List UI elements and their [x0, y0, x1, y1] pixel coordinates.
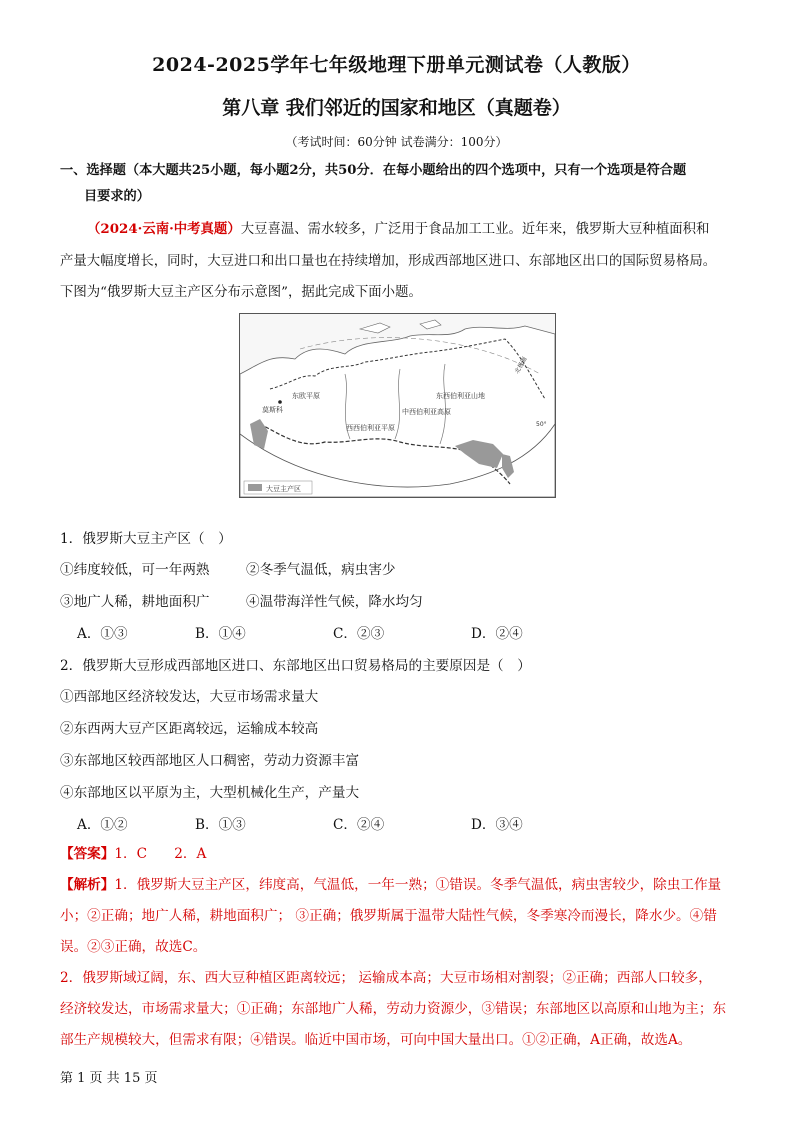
- label-central-siberian-plateau: 中西伯利亚高原: [402, 408, 451, 416]
- exam-title: 2024-2025学年七年级地理下册单元测试卷（人教版）: [152, 54, 641, 76]
- legend-swatch: [248, 484, 262, 491]
- answer-tag: 【答案】: [60, 846, 115, 862]
- q1-statement-3: ③地广人稀，耕地面积广: [60, 594, 210, 610]
- label-east-europe-plain: 东欧平原: [292, 392, 320, 400]
- answer-text: 1．C 2．A: [114, 846, 207, 862]
- label-moscow: 莫斯科: [262, 406, 283, 414]
- q1-statement-4: ④温带海洋性气候，降水均匀: [246, 594, 423, 610]
- section-heading: [60, 158, 750, 210]
- q1-statements-row2: [60, 590, 423, 610]
- intro-line2: 产量大幅度增长，同时，大豆进口和出口量也在持续增加，形成西部地区进口、东部地区出口的国际贸易格局。: [60, 253, 717, 269]
- q1-statement-1: ①纬度较低，可一年两熟: [60, 562, 210, 578]
- section-heading-line2: 目要求的）: [84, 189, 150, 204]
- moscow-marker: [278, 400, 282, 404]
- analysis-tag: 【解析】: [60, 877, 115, 893]
- section-heading-line1: 一、选择题（本大题共25小题，每小题2分，共50分．在每小题给出的四个选项中，只有一个选项是符合题: [60, 163, 687, 178]
- analysis-p1-line3: 误。②③正确，故选C。: [60, 939, 207, 955]
- analysis-p2-line2: 经济较发达，市场需求量大；①正确；东部地广人稀，劳动力资源少，③错误；东部地区以高原和山地为主；东: [60, 1001, 727, 1017]
- analysis-p1-line2: 小；②正确；地广人稀，耕地面积广； ③正确；俄罗斯属于温带大陆性气候，冬季寒冷而漫长，降水少。④错: [60, 908, 717, 924]
- q1-statements-row1: [60, 558, 396, 578]
- q1-statement-2: ②冬季气温低，病虫害少: [246, 562, 396, 578]
- legend-label: 大豆主产区: [266, 485, 301, 493]
- q1-option-c[interactable]: C．②③: [333, 626, 385, 642]
- q1-option-a[interactable]: A．①③: [77, 626, 128, 642]
- q1-option-d[interactable]: D．②④: [471, 626, 523, 642]
- intro-line1: [60, 214, 742, 246]
- q2-option-b[interactable]: B．①③: [195, 817, 246, 833]
- q2-statement-2: ②东西两大豆产区距离较远，运输成本较高: [60, 721, 319, 737]
- label-latitude: 50°: [536, 421, 547, 428]
- q2-statement-4: ④东部地区以平原为主，大型机械化生产，产量大: [60, 785, 360, 801]
- q2-option-c[interactable]: C．②④: [333, 817, 385, 833]
- intro-line1-text: 大豆喜温、需水较多，广泛用于食品加工工业。近年来，俄罗斯大豆种植面积和: [240, 222, 710, 237]
- label-arctic-circle: 北极圈: [513, 355, 529, 375]
- analysis-p1-line1: [60, 870, 742, 901]
- label-west-siberian-plain: 西西伯利亚平原: [346, 424, 395, 432]
- source-tag: （2024·云南·中考真题）: [87, 221, 241, 237]
- q1-option-b[interactable]: B．①④: [195, 626, 246, 642]
- q1-stem: 1．俄罗斯大豆主产区（ ）: [60, 531, 232, 547]
- label-east-siberian-mountains: 东西伯利亚山地: [436, 392, 485, 400]
- page-footer: 第 1 页 共 15 页: [60, 1071, 158, 1086]
- q2-statement-3: ③东部地区较西部地区人口稠密，劳动力资源丰富: [60, 753, 360, 769]
- map-figure: [240, 314, 555, 497]
- chapter-subtitle: 第八章 我们邻近的国家和地区（真题卷）: [222, 97, 571, 119]
- q2-option-d[interactable]: D．③④: [471, 817, 523, 833]
- q2-option-a[interactable]: A．①②: [77, 817, 128, 833]
- q2-stem: 2．俄罗斯大豆形成西部地区进口、东部地区出口贸易格局的主要原因是（ ）: [60, 658, 531, 674]
- q2-statement-1: ①西部地区经济较发达，大豆市场需求量大: [60, 689, 319, 705]
- answer-line: [60, 839, 742, 870]
- analysis-block: [60, 870, 742, 1056]
- analysis-p1-text1: 1．俄罗斯大豆主产区，纬度高，气温低，一年一熟；①错误。冬季气温低，病虫害较少，除虫工作量: [114, 877, 722, 893]
- exam-info: （考试时间：60分钟 试卷满分：100分）: [285, 135, 508, 149]
- analysis-p2-line1: 2．俄罗斯域辽阔，东、西大豆种植区距离较远； 运输成本高；大豆市场相对割裂；②正确；西部人口较多，: [60, 970, 712, 986]
- question-intro: [60, 214, 742, 309]
- russia-soybean-map: [239, 313, 556, 498]
- intro-line3: 下图为“俄罗斯大豆主产区分布示意图”，据此完成下面小题。: [60, 285, 422, 300]
- analysis-p2-line3: 部生产规模较大，但需求有限；④错误。临近中国市场，可向中国大量出口。①②正确，A正确，故选A。: [60, 1032, 692, 1048]
